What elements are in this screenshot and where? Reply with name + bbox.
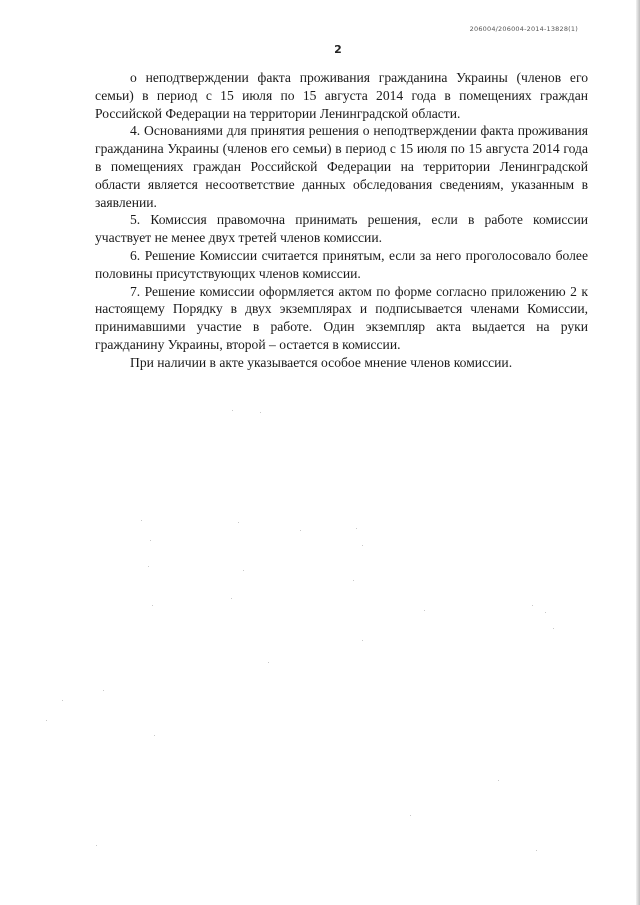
paragraph-dissent-note: При наличии в акте указывается особое мнение членов комиссии. (130, 354, 513, 370)
scan-edge-shadow (636, 0, 640, 905)
paragraph-item-5: 5. Комиссия правомочна принимать решения, если в работе комиссии участвует не менее двух третей членов комиссии. (95, 212, 588, 246)
document-body (95, 69, 588, 372)
paragraph-continuation: о неподтверждении факта проживания гражданина Украины (членов его семьи) в период с 15 июля по 15 августа 2014 года в помещениях граждан Российской Федерации на территории Ленинградской области. (95, 70, 588, 121)
document-code: 206004/206004-2014-13828(1) (469, 25, 578, 33)
paragraph-item-6: 6. Решение Комиссии считается принятым, если за него проголосовало более половины присутствующих членов комиссии. (95, 247, 588, 281)
paragraph-item-7: 7. Решение комиссии оформляется актом по форме согласно приложению 2 к настоящему Порядку в двух экземплярах и подписывается членами Комиссии, принимавшими участие в работе. Один экземпляр акта выдается на руки гражданину Украины, второй – остается в комиссии. (95, 283, 588, 352)
page-number: 2 (334, 43, 342, 56)
paragraph-item-4: 4. Основаниями для принятия решения о неподтверждении факта проживания гражданина Украины (членов его семьи) в период с 15 июля по 15 августа 2014 года в помещениях граждан Российской Федерации на территории Ленинградской области является несоответствие данных обследования сведениям, указанным в заявлении. (95, 123, 588, 210)
